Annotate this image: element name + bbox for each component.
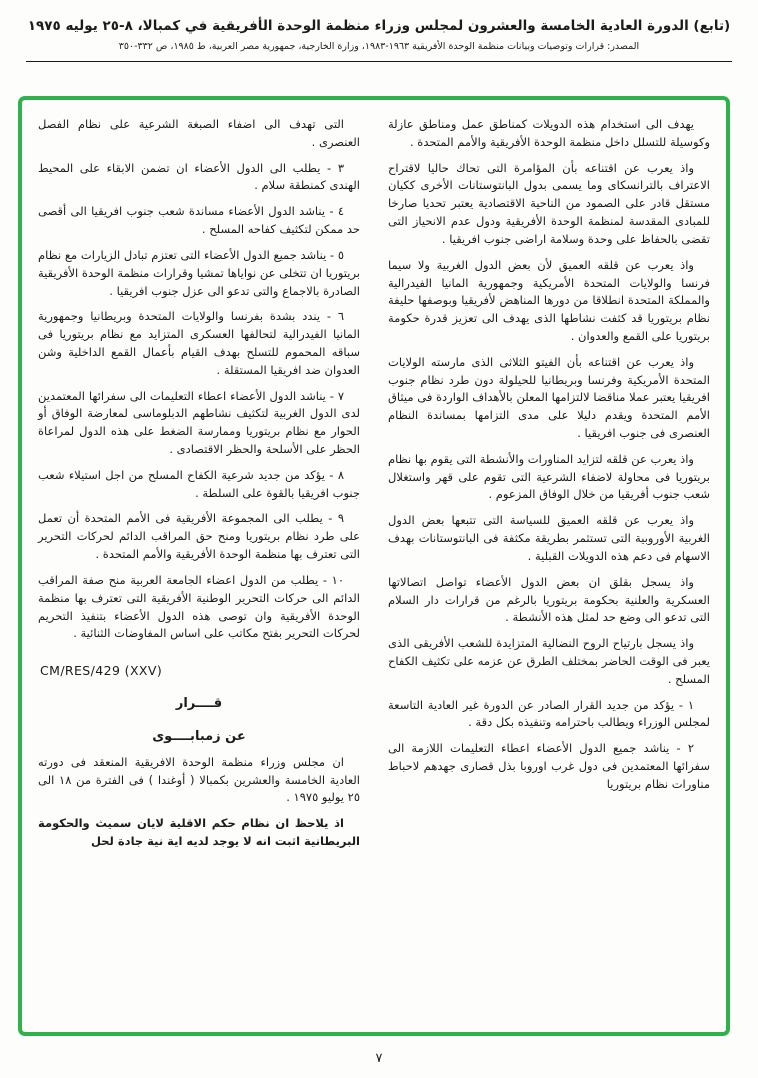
paragraph: واذ يعرب عن اقتناعه بأن المؤامرة التى تحاك حاليا لاقتراح الاعتراف بالترانسكاى وما يسمى بدول البانتوستانات الأخرى ككيان مستقل قادر على الصمود من الناحية الاقتصادية يعتبر تحديا صارخا للمبادى المقدسة لمنظمة الوحدة الأفريقية ودول عدم الانحياز التى تقضى بالحفاظ على وحدة وسلامة اراضى جنوب افريقيا .: [388, 160, 710, 246]
paragraph: ٨ - يؤكد من جديد شرعية الكفاح المسلح من اجل استيلاء شعب جنوب افريقيا بالقوة على السلطة .: [38, 467, 360, 500]
paragraph: ان مجلس وزراء منظمة الوحدة الافريقية المنعقد فى دورته العادية الخامسة والعشرين بكمبالا ( أوغندا ) فى الفترة من ١٨ الى ٢٥ يوليو ١٩٧٥ .: [38, 754, 360, 805]
paragraph: ٤ - يناشد الدول الأعضاء مساندة شعب جنوب افريقيا الى أقصى حد ممكن لتكثيف كفاحه المسلح .: [38, 204, 360, 237]
column-left: [38, 116, 360, 859]
paragraph: ٣ - يطلب الى الدول الأعضاء ان تضمن الابقاء على المحيط الهندى كمنطقة سلام .: [38, 160, 360, 193]
column-right: [388, 116, 710, 859]
paragraph: واذ يعرب عن قلقه لتزايد المناورات والأنشطة التى يقوم بها نظام بريتوريا فى محاولة لاضفاء الشرعية التى تقوم على قهر واستغلال شعب جنوب أفريقيا من خلال الوفاق المزعوم .: [388, 451, 710, 502]
paragraph: واذ يعرب عن قلقه العميق للسياسة التى تتبعها بعض الدول الغربية الأوروبية التى تستثمر بطريقة مكثفة فى البانتوستانات بهدف الاسهام فى دعم هذه الدويلات القبلية .: [388, 513, 710, 563]
paragraph: واذ يسجل بارتياح الروح النضالية المتزايدة للشعب الأفريقى الذى يعبر فى الوقت الحاضر بمختلف الطرق عن عزمه على تكثيف الكفاح المسلح .: [388, 636, 710, 686]
paragraph: التى تهدف الى اضفاء الصبغة الشرعية على نظام الفصل العنصرى .: [38, 117, 360, 149]
paragraph: واذ يسجل بقلق ان بعض الدول الأعضاء تواصل اتصالاتها العسكرية والعلنية بحكومة بريتوريا بالرغم من قرارات دار السلام التى تدعو الى وضع حد لمثل هذه الأنشطة .: [388, 574, 710, 625]
text-columns: [22, 100, 726, 869]
paragraph: ١٠ - يطلب من الدول اعضاء الجامعة العربية منح صفة المراقب الدائم الى حركات التحرير الوطنية الأفريقية التى تعترف بها منظمة الوحدة الأفريقية وان توصى هذه الدول الأعضاء بتنفيذ التحريم لحركات التحرير بفتح مكاتب على اساس المفاوضات الثنائية .: [38, 572, 360, 641]
paragraph: ٧ - يناشد الدول الأعضاء اعطاء التعليمات الى سفرائها المعتمدين لدى الدول الغربية لتكثيف نشاطهم الدبلوماسى لمعارضة الوفاق أو الحوار مع نظام بريتوريا وممارسة الضغط على هذه الدول لمراعاة الحظر على الأسلحة والحظر الاقتصادى .: [38, 388, 360, 456]
paragraph: واذ يعرب عن قلقه العميق لأن بعض الدول الغربية ولا سيما فرنسا والولايات المتحدة الأمريكية وجمهورية المانيا الفيدرالية والمملكة المتحدة انطلاقا من دورها المناهض لأفريقيا وبوصفها حليفة نظام بريتوريا قد كثفت نشاطها الذى يهدف الى تعزيز قدرة حكومة بريتوريا على القمع والعدوان .: [388, 257, 710, 343]
paragraph: ٦ - يندد بشدة بفرنسا والولايات المتحدة وبريطانيا وجمهورية المانيا الفيدرالية لتحالفها العسكرى المتزايد مع نظام بريتوريا فى سباقه المحموم للتسلح بهدف القيام بأعمال القمع الداخلية وشن العدوان ضد افريقيا المستقلة .: [38, 309, 360, 377]
paragraph: واذ يعرب عن اقتناعه بأن الفيتو الثلاثى الذى مارسته الولايات المتحدة الأمريكية وفرنسا وبريطانيا للحيلولة دون طرد نظام جنوب افريقيا يعتبر عملا مناقضا لالتزامها المعلن بالأهداف الواردة فى ميثاق الأمم المتحدة ويقدم دليلا على مدى التزامها بمساندة النظام العنصرى فى جنوب افريقيا .: [388, 354, 710, 440]
paragraph: ٩ - يطلب الى المجموعة الأفريقية فى الأمم المتحدة أن تعمل على طرد نظام بريتوريا ومنح حق المراقب الدائم لحركات التحرير التى تعترف بها منظمة الوحدة الأفريقية والأمم المتحدة .: [38, 511, 360, 562]
resolution-reference: CM/RES/429 (XXV): [40, 663, 163, 679]
content-frame: [18, 96, 730, 1036]
session-title: (تابع) الدورة العادية الخامسة والعشرون لمجلس وزراء منظمة الوحدة الأفريقية في كمبالا، ٨-٢٥ يوليه ١٩٧٥: [27, 18, 731, 34]
header-divider: [26, 61, 732, 62]
page-number: ٧: [375, 1051, 383, 1066]
source-citation: المصدر: قرارات وتوصيات وبيانات منظمة الوحدة الأفريقية ١٩٦٣-١٩٨٣، وزارة الخارجية، جمهورية مصر العربية، ط ١٩٨٥، ص ٣٣٢-٣٥٠: [118, 41, 640, 52]
paragraph: اذ يلاحظ ان نظام حكم الاقلية لايان سميث والحكومة البريطانية اثبت انه لا يوجد لديه اية نية جادة لحل: [38, 816, 360, 849]
page-header: [0, 0, 758, 62]
paragraph: يهدف الى استخدام هذه الدويلات كمناطق عمل ومناطق عازلة وكوسيلة للتسلل داخل منظمة الوحدة الأفريقية والأمم المتحدة .: [388, 117, 710, 149]
resolution-heading: قــــرار: [175, 695, 223, 711]
paragraph: ١ - يؤكد من جديد القرار الصادر عن الدورة غير العادية التاسعة لمجلس الوزراء ويطالب باحترامه وتنفيذه بكل دقة .: [388, 697, 710, 730]
resolution-heading: عن زمبابــــوى: [152, 728, 246, 744]
paragraph: ٥ - يناشد جميع الدول الأعضاء التى تعتزم تبادل الزيارات مع نظام بريتوريا ان تتخلى عن نواياها تمشيا وقرارات منظمة الوحدة الأفريقية الصادرة بالاجماع والتى تدعو الى عزل جنوب افريقيا .: [38, 247, 360, 298]
paragraph: ٢ - يناشد جميع الدول الأعضاء اعطاء التعليمات اللازمة الى سفرائها المعتمدين فى دول غرب اوروبا بذل قصارى جهدهم لاحباط مناورات نظام بريتوريا: [388, 741, 710, 791]
